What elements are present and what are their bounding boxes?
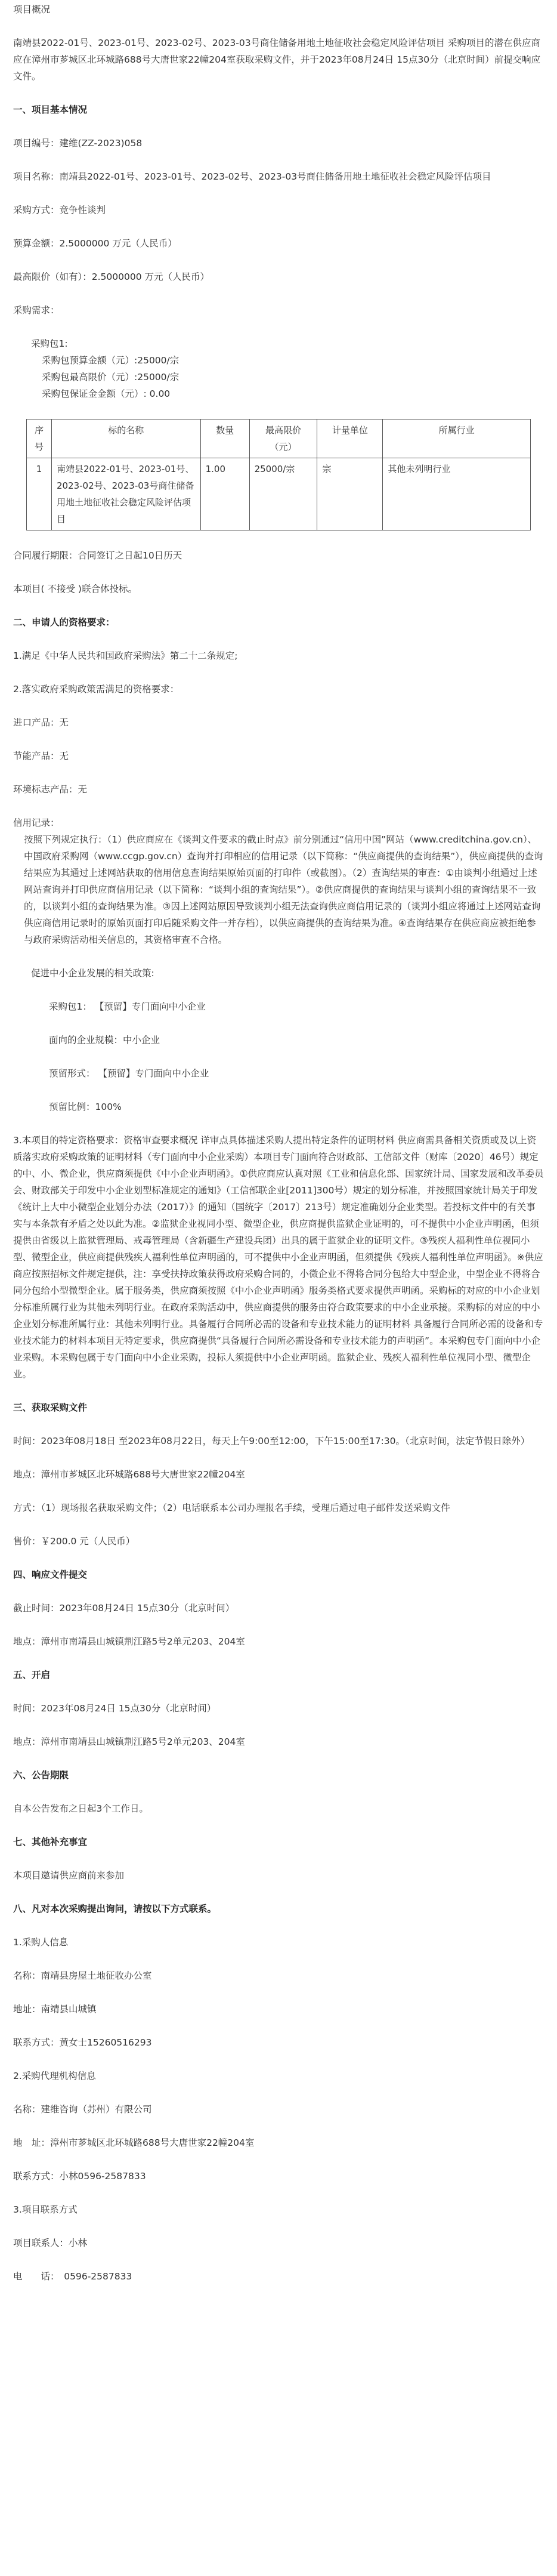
acquire-method: 方式：（1）现场报名获取采购文件；（2）电话联系本公司办理报名手续，受理后通过电子邮件发送采购文件: [13, 1503, 450, 1513]
section-5-title: 五、开启: [13, 1670, 51, 1680]
credit-text: 按照下列规定执行：（1）供应商应在《谈判文件要求的截止时点》前分别通过“信用中国”网站（www.creditchina.gov.cn）、中国政府采购网（www.ccgp.gov.cn）查询并打印相应的信用记录（以下简称：“供应商提供的查询结果”），供应商提供的查询结果应为其通过上述网站获取的信用信息查询结果原始页面的打印件（或截图）。（2）查询结果的审查：①由谈判小组通过上述网站查询并打印供应商信用记录（以下简称：“谈判小组的查询结果”）。②供应商提供的查询结果与谈判小组的查询结果不一致的，以谈判小组的查询结果为准。③因上述网站原因导致谈判小组无法查询供应商信用记录的（谈判小组应将通过上述网站查询供应商信用记录时的原始页面打印后随采购文件一并存档），以供应商提供的查询结果为准。④查询结果存在供应商应被拒绝参与政府采购活动相关信息的，其资格审查不合格。: [24, 834, 543, 945]
opening-time: 时间：2023年08月24日 15点30分（北京时间）: [13, 1703, 216, 1714]
project-contact-title: 3.项目联系方式: [13, 2204, 78, 2215]
agency-contact: 联系方式：小林0596-2587833: [13, 2171, 146, 2182]
table-cell: 宗: [317, 458, 383, 530]
sme-policy-intro: 促进中小企业发展的相关政策:: [31, 968, 154, 979]
package-item: 采购包保证金金额（元）: 0.00: [42, 388, 171, 399]
column-header: 标的名称: [51, 419, 200, 458]
sme-scale: 面向的企业规模：中小企业: [49, 1035, 160, 1045]
column-header: 数量: [200, 419, 249, 458]
column-header: 计量单位: [317, 419, 383, 458]
column-header: 所属行业: [383, 419, 531, 458]
joint-bid: 本项目( 不接受 )联合体投标。: [13, 584, 137, 594]
project-name: 项目名称：南靖县2022-01号、2023-01号、2023-02号、2023-03号商住储备用地土地征收社会稳定风险评估项目: [13, 171, 491, 182]
acquire-place: 地点：漳州市芗城区北环城路688号大唐世家22幢204室: [13, 1469, 245, 1480]
overview-text: 南靖县2022-01号、2023-01号、2023-02号、2023-03号商住储备用地土地征收社会稳定风险评估项目 采购项目的潜在供应商应在漳州市芗城区北环城路688号大唐世家22幢204室获取采购文件，并于2023年08月24日 15点30分（北京时间）前提交响应文件。: [13, 38, 541, 82]
buyer-title: 1.采购人信息: [13, 1937, 69, 1948]
table-cell: 25000/宗: [249, 458, 317, 530]
package-table: [26, 419, 531, 530]
agency-name: 名称：建维咨询（苏州）有限公司: [13, 2104, 152, 2115]
table-cell: 1.00: [200, 458, 249, 530]
table-cell: 南靖县2022-01号、2023-01号、2023-02号、2023-03号商住储备用地土地征收社会稳定风险评估项目: [51, 458, 200, 530]
submit-place: 地点：漳州市南靖县山城镇荆江路5号2单元203、204室: [13, 1636, 245, 1647]
acquire-time: 时间：2023年08月18日 至2023年08月22日，每天上午9:00至12:00，下午15:00至17:30。（北京时间，法定节假日除外）: [13, 1436, 530, 1446]
document-price: 售价：￥200.0 元（人民币）: [13, 1536, 135, 1547]
column-header: 序号: [27, 419, 52, 458]
requirements-label: 采购需求：: [13, 305, 60, 316]
project-number: 项目编号：建维(ZZ-2023)058: [13, 138, 143, 149]
column-header: 最高限价（元）: [249, 419, 317, 458]
table-header-row: [27, 419, 531, 458]
budget-amount: 预算金额：2.5000000 万元（人民币）: [13, 238, 177, 249]
table-cell: 1: [27, 458, 52, 530]
procurement-method: 采购方式：竞争性谈判: [13, 205, 106, 215]
project-contact-person: 项目联系人：小林: [13, 2238, 88, 2248]
table-row: [27, 458, 531, 530]
opening-place: 地点：漳州市南靖县山城镇荆江路5号2单元203、204室: [13, 1736, 245, 1747]
submit-deadline: 截止时间：2023年08月24日 15点30分（北京时间）: [13, 1603, 235, 1614]
import-products: 进口产品：无: [13, 717, 69, 728]
agency-address: 地 址：漳州市芗城区北环城路688号大唐世家22幢204室: [13, 2137, 255, 2148]
buyer-name: 名称：南靖县房屋土地征收办公室: [13, 1970, 152, 1981]
section-2-title: 二、申请人的资格要求：: [13, 617, 115, 628]
project-contact-phone: 电 话： 0596-2587833: [13, 2271, 132, 2282]
section-3-title: 三、获取采购文件: [13, 1402, 88, 1413]
package-item: 采购包1:: [31, 338, 68, 349]
supplementary-text: 本项目邀请供应商前来参加: [13, 1870, 125, 1881]
package-list: [13, 335, 544, 402]
sme-package: 采购包1： 【预留】专门面向中小企业: [49, 1001, 206, 1012]
section-4-title: 四、响应文件提交: [13, 1569, 88, 1580]
section-7-title: 七、其他补充事宜: [13, 1837, 88, 1847]
credit-label: 信用记录：: [13, 817, 60, 828]
section-6-title: 六、公告期限: [13, 1770, 69, 1781]
contract-period: 合同履行期限：合同签订之日起10日历天: [13, 550, 182, 561]
buyer-contact: 联系方式：黄女士15260516293: [13, 2037, 152, 2048]
section-8-title: 八、凡对本次采购提出询问，请按以下方式联系。: [13, 1904, 217, 1914]
qualification-item-1: 1.满足《中华人民共和国政府采购法》第二十二条规定;: [13, 650, 238, 661]
sme-reserve: 预留形式： 【预留】专门面向中小企业: [49, 1068, 209, 1079]
table-cell: 其他未列明行业: [383, 458, 531, 530]
package-item: 采购包最高限价（元）:25000/宗: [42, 372, 180, 382]
env-products: 环境标志产品：无: [13, 784, 88, 795]
agency-title: 2.采购代理机构信息: [13, 2071, 96, 2081]
qualification-item-2: 2.落实政府采购政策需满足的资格要求：: [13, 684, 180, 695]
energy-products: 节能产品：无: [13, 751, 69, 761]
sme-ratio: 预留比例：100%: [49, 1102, 122, 1112]
section-1-title: 一、项目基本情况: [13, 104, 88, 115]
buyer-address: 地址：南靖县山城镇: [13, 2004, 97, 2014]
qualification-item-3: 3.本项目的特定资格要求：资格审查要求概况 详审点具体描述采购人提出特定条件的证明材料 供应商需具备相关资质或及以上资质落实政府采购政策的证明材料（专门面向中小企业采购）本项目专门面向符合财政部、工信部文件（财库〔2020〕46号）规定的中、小、微企业，供应商须提供《中小企业声明函》。①供应商应认真对照《工业和信息化部、国家统计局、国家发展和改革委员会、财政部关于印发中小企业划型标准规定的通知》（工信部联企业[2011]300号）规定的划分标准，并按照国家统计局关于印发《统计上大中小微型企业划分办法（2017）》的通知（国统字〔2017〕213号）规定准确划分企业类型。若投标文件中的有关事实与本条款有矛盾之处以此为准。②监狱企业视同小型、微型企业，供应商提供监狱企业证明的，可不提供中小企业声明函，但须提供由省级以上监狱管理局、戒毒管理局（含新疆生产建设兵团）出具的属于监狱企业的证明文件。③残疾人福利性单位视同小型、微型企业，供应商提供残疾人福利性单位声明函的，可不提供中小企业声明函，但须提供《残疾人福利性单位声明函》。※供应商应按照招标文件规定提供，注：享受扶持政策获得政府采购合同的，小微企业不得将合同分包给大中型企业，中型企业不得将合同分包给小型微型企业。属于服务类，供应商须按照《中小企业声明函》服务类格式要求提供声明函。采购标的对应的中小企业划分标准所属行业为其他未列明行业。在政府采购活动中，供应商提供的服务由符合政策要求的中小企业承接。采购标的对应的中小企业划分标准所属行业：其他未列明行业。具备履行合同所必需的设备和专业技术能力的证明材料 具备履行合同所必需的设备和专业技术能力的材料本项目无特定要求，供应商提供“具备履行合同所必需设备和专业技术能力的声明函”。本采购包专门面向中小企业采购。本采购包属于专门面向中小企业采购，投标人须提供中小企业声明函。监狱企业、残疾人福利性单位视同小型、微型企业。: [13, 1135, 544, 1380]
package-item: 采购包预算金额（元）:25000/宗: [42, 355, 180, 366]
notice-period: 自本公告发布之日起3个工作日。: [13, 1803, 148, 1814]
max-price: 最高限价（如有）：2.5000000 万元（人民币）: [13, 272, 209, 282]
overview-heading: 项目概况: [13, 4, 51, 15]
